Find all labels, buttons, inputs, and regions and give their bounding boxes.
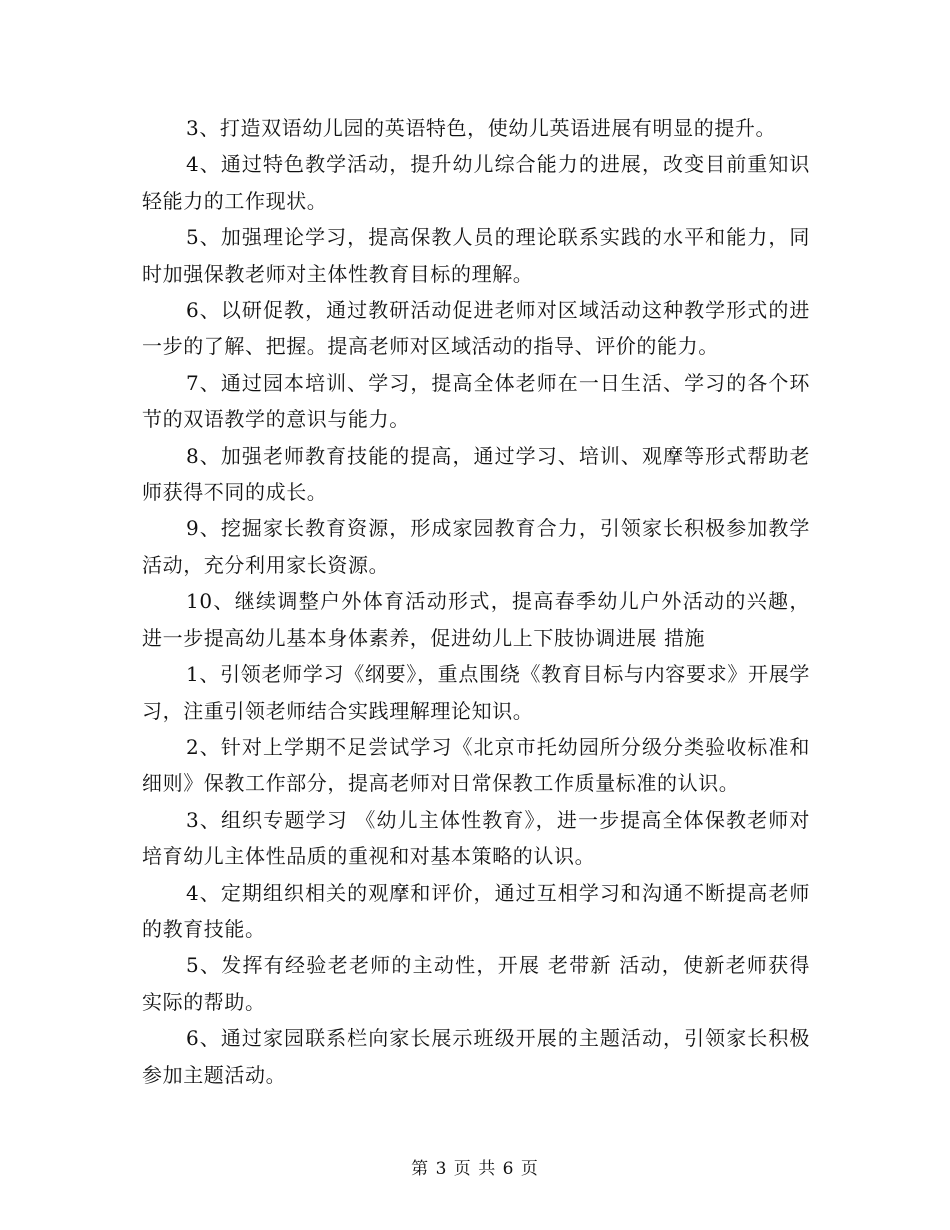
paragraph: 4、通过特色教学活动，提升幼儿综合能力的进展，改变目前重知识轻能力的工作现状。 (142, 152, 810, 213)
paragraph: 3、打造双语幼儿园的英语特色，使幼儿英语进展有明显的提升。 (186, 116, 777, 140)
paragraph: 4、定期组织相关的观摩和评价，通过互相学习和沟通不断提高老师的教育技能。 (142, 880, 810, 941)
paragraph: 5、发挥有经验老老师的主动性，开展 老带新 活动，使新老师获得实际的帮助。 (142, 953, 810, 1014)
paragraph: 10、继续调整户外体育活动形式，提高春季幼儿户外活动的兴趣，进一步提高幼儿基本身体素养，促进幼儿上下肢协调进展 措施 (142, 589, 810, 650)
paragraph: 2、针对上学期不足尝试学习《北京市托幼园所分级分类验收标准和细则》保教工作部分，提高老师对日常保教工作质量标准的认识。 (142, 734, 810, 796)
paragraph: 5、加强理论学习，提高保教人员的理论联系实践的水平和能力，同时加强保教老师对主体性教育目标的理解。 (142, 225, 810, 286)
page-number-footer: 第 3 页 共 6 页 (411, 1159, 539, 1179)
paragraph: 3、组织专题学习 《幼儿主体性教育》，进一步提高全体保教老师对培育幼儿主体性品质的重视和对基本策略的认识。 (142, 807, 810, 869)
paragraph: 8、加强老师教育技能的提高，通过学习、培训、观摩等形式帮助老师获得不同的成长。 (142, 443, 810, 505)
document-body (142, 110, 810, 1093)
paragraph: 1、引领老师学习《纲要》，重点围绕《教育目标与内容要求》开展学习，注重引领老师结合实践理解理论知识。 (142, 662, 810, 723)
paragraph: 9、挖掘家长教育资源，形成家园教育合力，引领家长积极参加教学活动，充分利用家长资源。 (142, 516, 810, 577)
paragraph: 6、以研促教，通过教研活动促进老师对区域活动这种教学形式的进一步的了解、把握。提高老师对区域活动的指导、评价的能力。 (142, 298, 810, 359)
paragraph: 7、通过园本培训、学习，提高全体老师在一日生活、学习的各个环节的双语教学的意识与能力。 (142, 370, 810, 432)
paragraph: 6、通过家园联系栏向家长展示班级开展的主题活动，引领家长积极参加主题活动。 (142, 1026, 810, 1087)
